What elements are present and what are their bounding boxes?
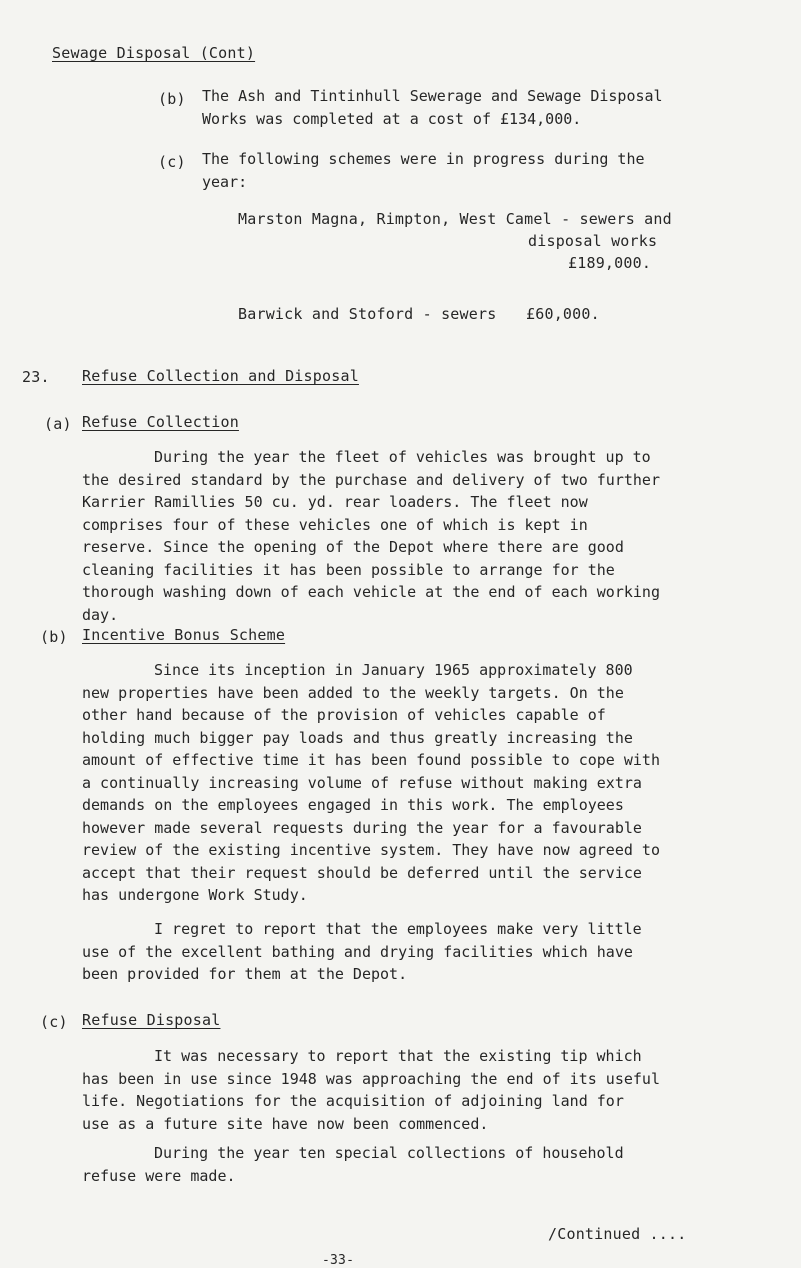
subsection-b-marker: (b) [40,628,68,646]
sewage-c-marker: (c) [158,153,186,171]
refuse-disposal-paragraph-2 [82,1142,624,1187]
text-line: holding much bigger pay loads and thus greatly increasing the [82,728,633,747]
scheme-1-cost: £189,000. [568,254,652,272]
subsection-c-heading: Refuse Disposal [82,1011,221,1029]
text-line: During the year ten special collections of household [154,1144,624,1162]
text-line: other hand because of the provision of vehicles capable of [82,706,606,724]
text-line: Works was completed at a cost of £134,000. [202,109,582,128]
text-line: thorough washing down of each vehicle at the end of each working [82,583,660,601]
text-line: the desired standard by the purchase and delivery of two further [82,470,660,489]
text-line: use of the excellent bathing and drying facilities which have [82,942,633,961]
text-line: refuse were made. [82,1166,236,1185]
sewage-c-paragraph [202,148,645,193]
text-line: has undergone Work Study. [82,886,308,904]
text-line: review of the existing incentive system. They have now agreed to [82,841,660,859]
text-line: Karrier Ramillies 50 cu. yd. rear loaders. The fleet now [82,493,588,511]
scheme-1-line-2: disposal works [528,232,658,250]
text-line: new properties have been added to the weekly targets. On the [82,683,624,702]
incentive-bonus-paragraph-2 [82,918,642,986]
page-header-title: Sewage Disposal (Cont) [52,44,256,62]
text-line: Since its inception in January 1965 approximately 800 [154,661,633,679]
text-line: day. [82,605,119,624]
text-line: a continually increasing volume of refuse without making extra [82,773,642,792]
text-line: I regret to report that the employees make very little [154,920,642,938]
text-line: During the year the fleet of vehicles was brought up to [154,448,651,466]
section-number: 23. [22,368,50,386]
scheme-2-cost: £60,000. [526,305,600,323]
text-line: The following schemes were in progress during the [202,150,645,168]
text-line: The Ash and Tintinhull Sewerage and Sewage Disposal [202,87,663,105]
section-title: Refuse Collection and Disposal [82,367,359,385]
text-line: comprises four of these vehicles one of which is kept in [82,515,588,534]
continued-note: /Continued .... [548,1225,687,1243]
text-line: however made several requests during the year for a favourable [82,818,642,837]
text-line: year: [202,172,248,191]
text-line: cleaning facilities it has been possible to arrange for the [82,560,615,579]
subsection-c-marker: (c) [40,1013,68,1031]
refuse-collection-paragraph [82,446,660,626]
sewage-b-paragraph [202,85,663,130]
sewage-b-marker: (b) [158,90,186,108]
text-line: amount of effective time it has been found possible to cope with [82,751,660,769]
text-line: accept that their request should be deferred until the service [82,863,642,882]
subsection-a-marker: (a) [44,415,72,433]
incentive-bonus-paragraph-1 [82,659,660,907]
text-line: reserve. Since the opening of the Depot where there are good [82,538,624,556]
text-line: use as a future site have now been commenced. [82,1114,489,1133]
scheme-2-text: Barwick and Stoford - sewers [238,305,497,323]
scheme-1-line-1: Marston Magna, Rimpton, West Camel - sewers and [238,210,672,228]
subsection-a-heading: Refuse Collection [82,413,239,431]
refuse-disposal-paragraph-1 [82,1045,660,1135]
subsection-b-heading: Incentive Bonus Scheme [82,626,286,644]
text-line: It was necessary to report that the existing tip which [154,1047,642,1065]
text-line: life. Negotiations for the acquisition of adjoining land for [82,1092,624,1110]
text-line: has been in use since 1948 was approaching the end of its useful [82,1069,660,1088]
page-number: -33- [322,1253,355,1268]
text-line: demands on the employees engaged in this work. The employees [82,796,624,814]
text-line: been provided for them at the Depot. [82,965,408,983]
